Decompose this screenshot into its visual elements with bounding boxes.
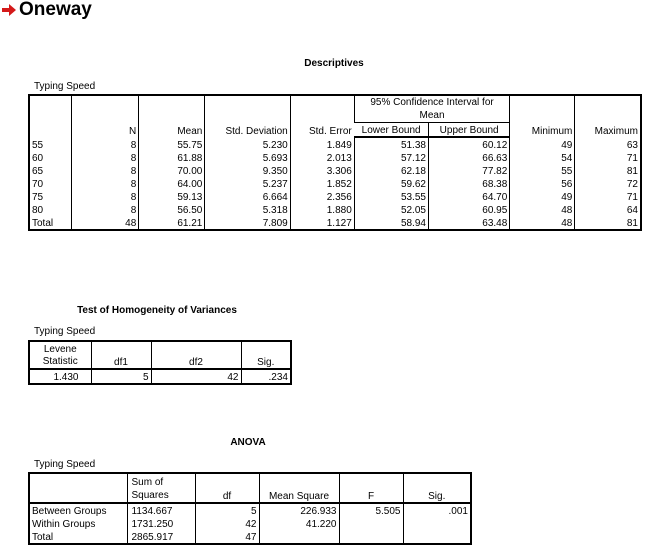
cell-sum-of-squares: 2865.917 (127, 530, 195, 544)
cell-minimum: 48 (510, 216, 575, 230)
cell-sum-of-squares: 1134.667 (127, 503, 195, 517)
table-row (29, 177, 641, 190)
cell-df: 47 (195, 530, 259, 544)
row-label: 55 (29, 137, 72, 151)
cell-upper-bound: 63.48 (428, 216, 509, 230)
cell-sig (403, 517, 471, 530)
table-row (29, 164, 641, 177)
cell-std-deviation: 5.693 (205, 151, 290, 164)
cell-mean: 55.75 (139, 137, 205, 151)
homogeneity-title: Test of Homogeneity of Variances (77, 305, 237, 316)
col-header-minimum: Minimum (510, 95, 575, 137)
col-header-f: F (339, 473, 403, 503)
cell-sig (403, 530, 471, 544)
output-heading (2, 0, 92, 21)
descriptives-header-stub (29, 95, 72, 137)
cell-sig: .234 (241, 369, 291, 384)
cell-minimum: 56 (510, 177, 575, 190)
cell-std-error: 3.306 (290, 164, 354, 177)
descriptives-table (28, 94, 642, 231)
cell-lower-bound: 52.05 (354, 203, 428, 216)
cell-maximum: 71 (575, 190, 641, 203)
table-row (29, 216, 641, 230)
col-header-sig: Sig. (241, 341, 291, 369)
col-header-std-error: Std. Error (290, 95, 354, 137)
col-header-df2: df2 (151, 341, 241, 369)
cell-n: 8 (72, 137, 139, 151)
table-row (29, 517, 471, 530)
cell-sum-of-squares: 1731.250 (127, 517, 195, 530)
cell-std-deviation: 7.809 (205, 216, 290, 230)
anova-header-stub (29, 473, 127, 503)
cell-n: 8 (72, 190, 139, 203)
row-label: 75 (29, 190, 72, 203)
cell-n: 8 (72, 203, 139, 216)
cell-minimum: 49 (510, 137, 575, 151)
cell-n: 8 (72, 151, 139, 164)
cell-mean-square: 41.220 (259, 517, 339, 530)
cell-std-deviation: 9.350 (205, 164, 290, 177)
row-label: 70 (29, 177, 72, 190)
row-label: Total (29, 530, 127, 544)
col-header-maximum: Maximum (575, 95, 641, 137)
col-header-lower-bound: Lower Bound (354, 123, 428, 138)
row-label: Between Groups (29, 503, 127, 517)
cell-minimum: 55 (510, 164, 575, 177)
cell-mean: 59.13 (139, 190, 205, 203)
cell-sig: .001 (403, 503, 471, 517)
cell-upper-bound: 68.38 (428, 177, 509, 190)
anova-title: ANOVA (230, 437, 266, 448)
row-label: 80 (29, 203, 72, 216)
cell-maximum: 72 (575, 177, 641, 190)
cell-minimum: 48 (510, 203, 575, 216)
col-header-std-deviation: Std. Deviation (205, 95, 290, 137)
cell-n: 48 (72, 216, 139, 230)
cell-upper-bound: 64.70 (428, 190, 509, 203)
cell-mean-square (259, 530, 339, 544)
descriptives-title: Descriptives (304, 58, 364, 69)
homogeneity-variable: Typing Speed (34, 326, 96, 337)
cell-f (339, 517, 403, 530)
cell-f: 5.505 (339, 503, 403, 517)
col-header-mean-square: Mean Square (259, 473, 339, 503)
cell-df1: 5 (91, 369, 151, 384)
anova-variable: Typing Speed (34, 459, 96, 470)
cell-std-deviation: 5.230 (205, 137, 290, 151)
cell-std-error: 2.013 (290, 151, 354, 164)
cell-mean: 61.21 (139, 216, 205, 230)
row-label: Total (29, 216, 72, 230)
col-header-sum-of-squares: Sum of Squares (127, 473, 195, 503)
cell-minimum: 49 (510, 190, 575, 203)
cell-mean: 64.00 (139, 177, 205, 190)
col-header-n: N (72, 95, 139, 137)
cell-minimum: 54 (510, 151, 575, 164)
cell-mean: 56.50 (139, 203, 205, 216)
cell-upper-bound: 77.82 (428, 164, 509, 177)
cell-mean: 61.88 (139, 151, 205, 164)
table-row (29, 151, 641, 164)
col-header-upper-bound: Upper Bound (428, 123, 509, 138)
cell-maximum: 81 (575, 164, 641, 177)
cell-f (339, 530, 403, 544)
homogeneity-table (28, 340, 292, 385)
cell-upper-bound: 60.12 (428, 137, 509, 151)
cell-std-deviation: 6.664 (205, 190, 290, 203)
row-label: Within Groups (29, 517, 127, 530)
cell-std-deviation: 5.237 (205, 177, 290, 190)
cell-mean-square: 226.933 (259, 503, 339, 517)
cell-lower-bound: 51.38 (354, 137, 428, 151)
cell-df: 5 (195, 503, 259, 517)
table-row (29, 137, 641, 151)
table-row (29, 503, 471, 517)
cell-std-error: 2.356 (290, 190, 354, 203)
col-header-df: df (195, 473, 259, 503)
cell-lower-bound: 62.18 (354, 164, 428, 177)
col-header-levene-statistic: Levene Statistic (29, 341, 91, 369)
cell-n: 8 (72, 177, 139, 190)
cell-df2: 42 (151, 369, 241, 384)
cell-levene-statistic: 1.430 (53, 372, 79, 383)
cell-maximum: 71 (575, 151, 641, 164)
table-row (29, 530, 471, 544)
row-label: 65 (29, 164, 72, 177)
table-row (29, 369, 291, 384)
cell-upper-bound: 66.63 (428, 151, 509, 164)
cell-maximum: 81 (575, 216, 641, 230)
table-row (29, 190, 641, 203)
arrow-right-icon (2, 4, 16, 16)
cell-maximum: 63 (575, 137, 641, 151)
cell-mean: 70.00 (139, 164, 205, 177)
col-header-mean: Mean (139, 95, 205, 137)
cell-std-error: 1.852 (290, 177, 354, 190)
cell-lower-bound: 53.55 (354, 190, 428, 203)
cell-maximum: 64 (575, 203, 641, 216)
cell-std-error: 1.849 (290, 137, 354, 151)
col-header-df1: df1 (91, 341, 151, 369)
cell-df: 42 (195, 517, 259, 530)
descriptives-variable: Typing Speed (34, 81, 96, 92)
output-heading-text: Oneway (19, 0, 92, 20)
col-header-sig: Sig. (403, 473, 471, 503)
cell-n: 8 (72, 164, 139, 177)
col-group-confidence-interval: 95% Confidence Interval for Mean (354, 95, 510, 123)
cell-upper-bound: 60.95 (428, 203, 509, 216)
cell-std-error: 1.127 (290, 216, 354, 230)
cell-std-deviation: 5.318 (205, 203, 290, 216)
cell-lower-bound: 58.94 (354, 216, 428, 230)
anova-table (28, 472, 472, 545)
row-label: 60 (29, 151, 72, 164)
table-row (29, 203, 641, 216)
cell-std-error: 1.880 (290, 203, 354, 216)
cell-lower-bound: 57.12 (354, 151, 428, 164)
cell-lower-bound: 59.62 (354, 177, 428, 190)
